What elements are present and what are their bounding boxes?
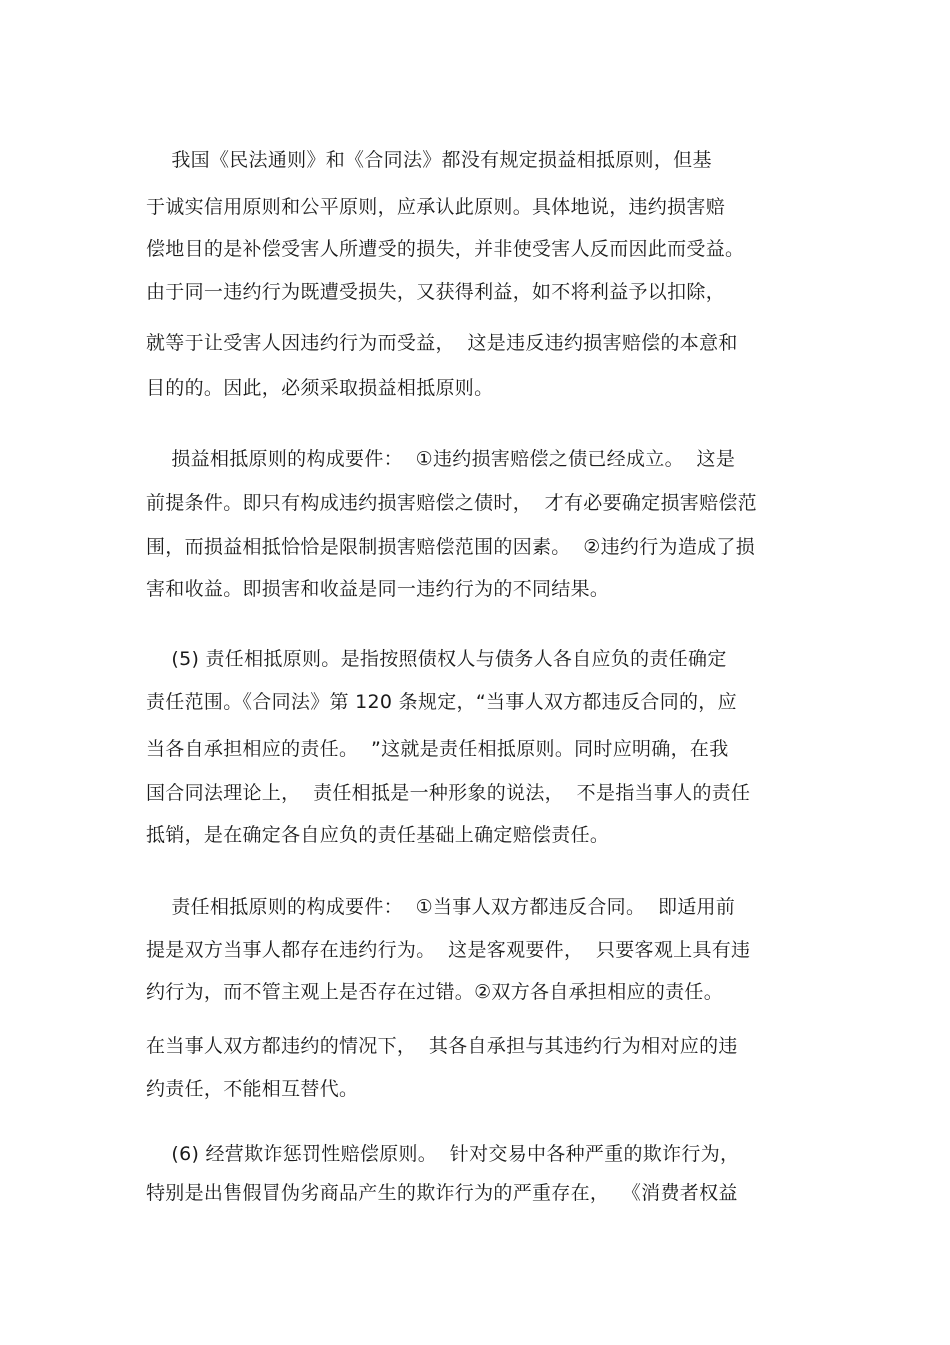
text-line: 于诚实信用原则和公平原则，应承认此原则。具体地说，违约损害赔 [146, 196, 726, 218]
text-line: (5) 责任相抵原则。是指按照债权人与债务人各自应负的责任确定 [146, 648, 727, 670]
text-line: 由于同一违约行为既遭受损失，又获得利益，如不将利益予以扣除， [146, 281, 726, 303]
text-line: 损益相抵原则的构成要件： ①违约损害赔偿之债已经成立。 这是 [146, 448, 736, 470]
text-line: 约行为，而不管主观上是否存在过错。②双方各自承担相应的责任。 [146, 981, 724, 1003]
text-line: 约责任，不能相互替代。 [146, 1078, 359, 1100]
text-line: 抵销，是在确定各自应负的责任基础上确定赔偿责任。 [146, 824, 610, 846]
text-line: 提是双方当事人都存在违约行为。 这是客观要件， 只要客观上具有违 [146, 939, 751, 961]
text-line: 特别是出售假冒伪劣商品产生的欺诈行为的严重存在， 《消费者权益 [146, 1182, 738, 1204]
text-line: 前提条件。即只有构成违约损害赔偿之债时， 才有必要确定损害赔偿范 [146, 492, 757, 514]
text-line: 就等于让受害人因违约行为而受益， 这是违反违约损害赔偿的本意和 [146, 332, 738, 354]
text-line: 我国《民法通则》和《合同法》都没有规定损益相抵原则，但基 [146, 149, 712, 171]
text-line: 目的的。因此，必须采取损益相抵原则。 [146, 377, 494, 399]
text-line: 偿地目的是补偿受害人所遭受的损失，并非使受害人反而因此而受益。 [146, 238, 745, 260]
text-line: (6) 经营欺诈惩罚性赔偿原则。 针对交易中各种严重的欺诈行为， [146, 1143, 740, 1165]
text-line: 害和收益。即损害和收益是同一违约行为的不同结果。 [146, 578, 610, 600]
text-line: 责任范围。《合同法》第 120 条规定，“当事人双方都违反合同的，应 [146, 691, 737, 713]
text-line: 国合同法理论上， 责任相抵是一种形象的说法， 不是指当事人的责任 [146, 782, 751, 804]
text-line: 在当事人双方都违约的情况下， 其各自承担与其违约行为相对应的违 [146, 1035, 738, 1057]
text-line: 责任相抵原则的构成要件： ①当事人双方都违反合同。 即适用前 [146, 896, 736, 918]
text-line: 围，而损益相抵恰恰是限制损害赔偿范围的因素。 ②违约行为造成了损 [146, 536, 756, 558]
text-line: 当各自承担相应的责任。 ”这就是责任相抵原则。同时应明确，在我 [146, 738, 729, 760]
